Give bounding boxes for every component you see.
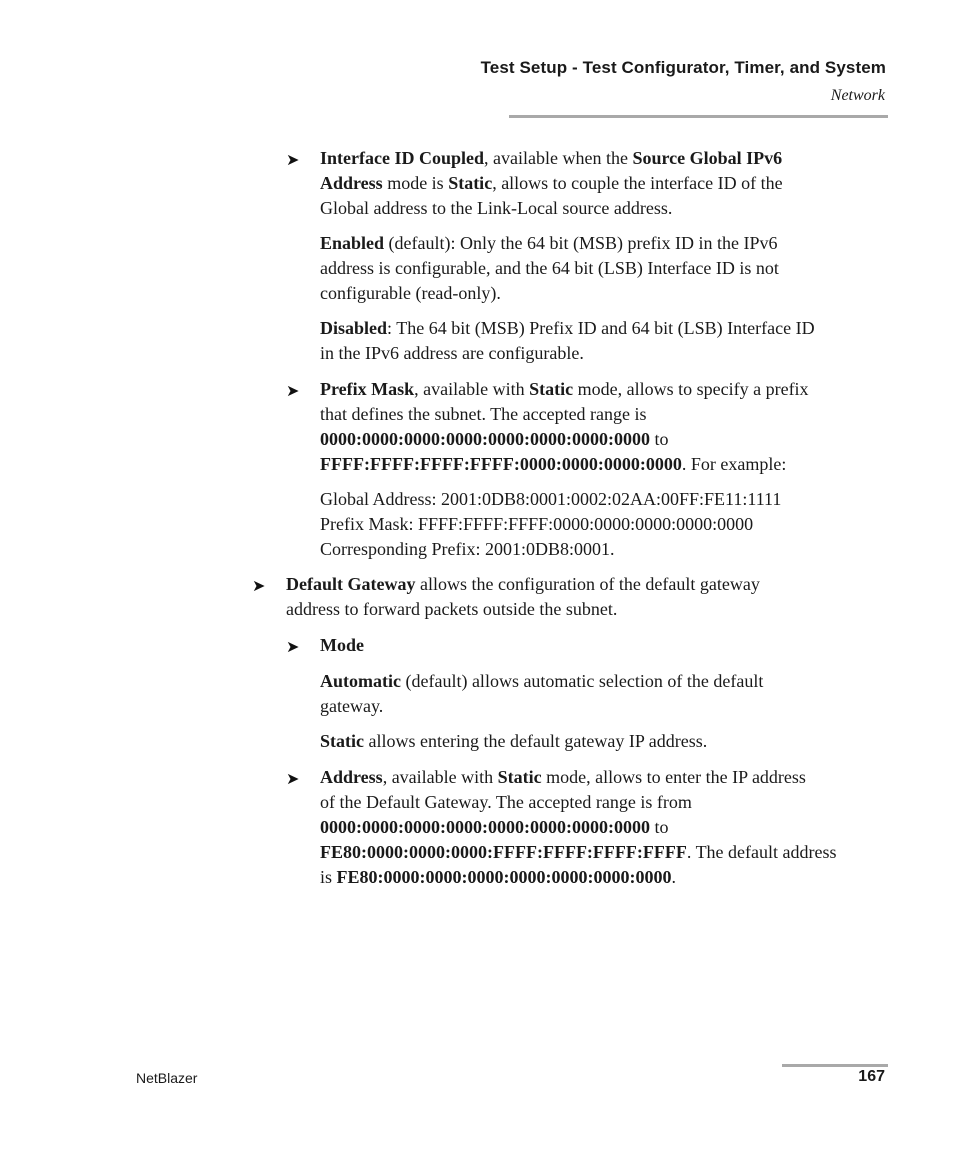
footer-product-name: NetBlazer [136,1070,198,1086]
mode-item: Mode [320,635,364,655]
prefix-example-block: Global Address: 2001:0DB8:0001:0002:02AA:00FF:FE11:1111 Prefix Mask: FFFF:FFFF:FFFF:0000:0000:0000:0000:0000 Corresponding Prefix: 2001:0DB8:0001. [320,489,782,559]
footer-rule [782,1064,888,1067]
header-rule [509,115,888,118]
default-gateway-item: Default Gateway allows the configuration of the default gateway address to forward packets outside the subnet. [286,574,760,619]
static-description: Static allows entering the default gateway IP address. [320,731,708,751]
disabled-description: Disabled: The 64 bit (MSB) Prefix ID and 64 bit (LSB) Interface ID in the IPv6 address are configurable. [320,318,815,363]
interface-id-coupled-item: Interface ID Coupled, available when the Source Global IPv6 Address mode is Static, allows to couple the interface ID of the Global address to the Link-Local source address. [320,148,783,218]
bullet-arrow-icon: ➤ [286,637,300,656]
enabled-description: Enabled (default): Only the 64 bit (MSB) prefix ID in the IPv6 address is configurable, and the 64 bit (LSB) Interface ID is not configurable (read-only). [320,233,779,303]
prefix-mask-item: Prefix Mask, available with Static mode, allows to specify a prefix that defines the subnet. The accepted range is 0000:0000:0000:0000:0000:0000:0000:0000 to FFFF:FFFF:FFFF:FFFF:0000:0000:0000:0000. For example: [320,379,809,474]
bullet-arrow-icon: ➤ [252,576,266,595]
bullet-arrow-icon: ➤ [286,769,300,788]
page-number: 167 [858,1068,885,1085]
bullet-arrow-icon: ➤ [286,150,300,169]
header-subtitle: Network [830,87,885,104]
header-title: Test Setup - Test Configurator, Timer, and System [480,58,886,77]
address-item: Address, available with Static mode, allows to enter the IP address of the Default Gateway. The accepted range is from 0000:0000:0000:0000:0000:0000:0000:0000 to FE80:0000:0000:0000:FFFF:FFFF:FFFF:FFFF. The default address is FE80:0000:0000:0000:0000:0000:0000:0000. [320,767,837,887]
automatic-description: Automatic (default) allows automatic selection of the default gateway. [320,671,764,716]
bullet-arrow-icon: ➤ [286,381,300,400]
